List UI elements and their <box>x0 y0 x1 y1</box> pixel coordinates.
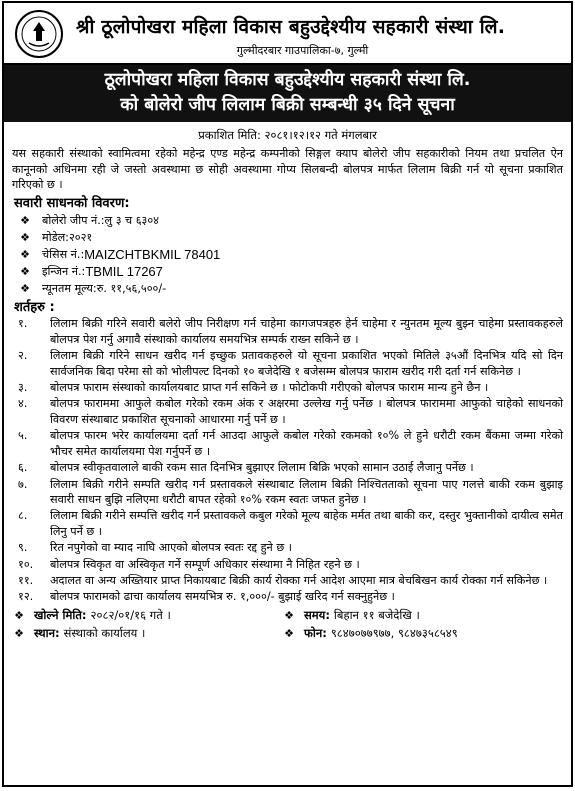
term-number: ६. <box>18 461 28 475</box>
diamond-bullet-icon: ❖ <box>14 627 24 641</box>
term-text: लिलाम बिक्री गरिने सवारी बलेरो जीप निरीक्षण गर्न चाहेमा कागजपत्रहरु हेर्न चाहेमा र न्युनतम मूल्य बुझ्न चाहेमा प्रस्तावकहरुले बोलपत्र पेश गर्नु अगावै संस्थाको कार्यालय समयभित्र सम्पर्क राख्न सकिने छ । <box>50 317 563 346</box>
diamond-bullet-icon: ❖ <box>14 608 24 622</box>
term-number: १०. <box>18 557 34 571</box>
vehicle-details-list <box>12 212 563 297</box>
diamond-bullet-icon: ❖ <box>20 247 30 261</box>
notice-title-banner <box>4 65 571 122</box>
phone-label: फोन: <box>304 626 327 641</box>
term-text: बोलपत्र फाराम संस्थाको कार्यालयबाट प्राप्त गर्न सकिने छ । फोटोकपी गरीएको बोलपत्र फाराम मान्य हुने छैन । <box>50 381 489 395</box>
term-text: रित नपुगेको वा म्याद नाघि आएको बोलपत्र स्वतः रद्द हुने छ । <box>50 541 292 555</box>
open-date <box>12 608 282 623</box>
term-item <box>12 428 563 459</box>
vehicle-detail-label: मोडेल: <box>42 230 69 244</box>
term-item <box>12 396 563 427</box>
diamond-bullet-icon: ❖ <box>20 230 30 244</box>
intro-paragraph: यस सहकारी संस्थाको स्वामित्वमा रहेको महेन्द्र एण्ड महेन्द्र कम्पनीको सिङ्गल क्याप बोलेरो जीप सहकारीको नियम तथा प्रचलित ऐन कानूनको अधिनमा रही जे जस्तो अवस्थामा छ सोही अवस्थामा गोप्य सिलबन्दी बोलपत्र मार्फत लिलाम बिक्री गर्न यो सूचना प्रकाशित गरिएको छ । <box>12 147 563 192</box>
vehicle-detail-item <box>18 229 563 246</box>
term-number: ९. <box>18 541 28 555</box>
diamond-bullet-icon: ❖ <box>20 281 30 295</box>
vehicle-detail-item <box>18 212 563 229</box>
term-item <box>12 557 563 572</box>
time-label: समय: <box>304 607 330 622</box>
term-text: लिलाम बिक्री गरीने सम्पति खरीद गर्न प्रस्तावकले संस्थाबाट लिलाम बिक्री निश्चितताको सूचना पाए गलत्ते बाकी रकम बुझाइ सवारी साधन बुझि नलिएमा धरौटी बापत रहेको १०% रकम स्वतः जफत हुनेछ । <box>50 477 563 506</box>
vehicle-detail-label: न्यूनतम मूल्य: <box>42 281 97 295</box>
header <box>4 3 571 65</box>
venue <box>12 626 282 641</box>
vehicle-detail-value: रु. ११,५६,५००/- <box>96 281 167 295</box>
vehicle-detail-value: लु ३ च ६३०४ <box>104 213 159 227</box>
term-item <box>12 477 563 508</box>
term-item <box>12 380 563 395</box>
term-text: लिलाम बिक्री गरीने सम्पत्ति खरीद गर्न प्रस्तावकले कबुल गरेको मूल्य बाहेक मर्मत तथा बाकी कर, दस्तुर भुक्तानीको दायीत्व समेत लिनु पर्ने छ । <box>50 509 563 538</box>
term-number: ३. <box>18 381 28 395</box>
notice-title-line2: को बोलेरो जीप लिलाम बिक्री सम्बन्धी ३५ दिने सूचना <box>120 95 455 115</box>
term-number: ५. <box>18 429 28 443</box>
term-item <box>12 316 563 347</box>
footer-details <box>12 608 563 642</box>
term-number: १२. <box>18 590 34 604</box>
term-text: बोलपत्र फारम भरेर कार्यालयमा दर्ता गर्न आउदा आफुले कबोल गरेको रकमको १०% ले हुने धरौटी रकम बैंकमा जम्मा गरेको भौचर समेत कार्यालयमा पेश गर्नुपर्ने छ । <box>50 429 563 458</box>
contact-phone <box>282 626 563 641</box>
phone-value: ९८४७०७७९७७, ९८४७३५८५४९ <box>330 626 458 641</box>
term-item <box>12 508 563 539</box>
term-item <box>12 589 563 604</box>
notice-page <box>2 1 573 787</box>
vehicle-detail-value: २०२१ <box>68 230 93 244</box>
term-item <box>12 460 563 475</box>
vehicle-detail-item <box>18 263 563 280</box>
notice-body <box>4 122 571 642</box>
term-text: बोलपत्र फारामको ढाचा कार्यालय समयभित्र रु. १,०००/- बुझाई खरिद गर्न सक्नुहुनेछ । <box>50 590 395 604</box>
open-date-value: २०८२/०१/१६ गते । <box>90 607 171 622</box>
term-text: बोलपत्र स्वीकृतवालाले बाकी रकम सात दिनभित्र बुझाएर लिलाम बिक्रि भएको सामान उठाई लैजानु पर्नेछ । <box>50 461 474 475</box>
term-number: ८. <box>18 509 28 523</box>
term-number: ७. <box>18 477 28 491</box>
term-text: बोलपत्र फाराममा आफुले कबोल गरेको रकम अंक र अक्षरमा उल्लेख गर्नु पर्नेछ । बोलपत्र फाराममा आफुको चाहेको साधनको विवरण संस्थाबाट प्रकाशित सूचनाको आधारमा गर्नु पर्ने छ । <box>50 397 563 426</box>
vehicle-detail-label: चेसिस नं.: <box>42 247 85 261</box>
term-number: ११. <box>18 573 34 587</box>
diamond-bullet-icon: ❖ <box>20 213 30 227</box>
diamond-bullet-icon: ❖ <box>284 627 294 641</box>
term-number: १. <box>18 317 28 331</box>
term-item <box>12 573 563 588</box>
vehicle-detail-value: TBMIL 17267 <box>85 263 163 279</box>
vehicle-section-title: सवारी साधनको विवरण: <box>14 195 130 211</box>
terms-section-title: शर्तहरु : <box>14 300 55 316</box>
terms-list <box>12 316 563 604</box>
place-label: स्थान: <box>34 626 60 641</box>
place-value: संस्थाको कार्यालय । <box>63 626 146 641</box>
term-item <box>12 348 563 379</box>
term-text: अदालत वा अन्य अख्तियार प्राप्त निकायबाट बिक्री कार्य रोक्का गर्न आदेश आएमा मात्र बेचबिखन कार्य रोक्का गर्न सकिनेछ । <box>50 573 548 587</box>
vehicle-detail-label: बोलेरो जीप नं.: <box>42 213 105 227</box>
org-name: श्री ठूलोपोखरा महिला विकास बहुउद्देश्यीय सहकारी संस्था लि. <box>76 16 506 38</box>
term-number: २. <box>18 349 28 363</box>
vehicle-detail-item <box>18 246 563 263</box>
org-address: गुल्मीदरबार गाउपालिका-७, गुल्मी <box>236 44 369 57</box>
published-date: प्रकाशित मिति: २०८१।१२।१२ गते मंगलबार <box>198 128 377 142</box>
term-text: लिलाम बिक्री गरिने साधन खरीद गर्न इच्छुक प्रतावकहरुले यो सूचना प्रकाशित भएको मितिले ३५औं दिनभित्र यदि सो दिन सार्वजनिक बिदा परेमा सो को भोलीपल्ट दिनको १० बजेदेखि १ बजेसम्म बोलपत्र फाराम खरीद गरी दर्ता गर्न सकिनेछ । <box>50 349 563 378</box>
vehicle-detail-label: इन्जिन नं.: <box>42 264 86 278</box>
vehicle-detail-value: MAIZCHTBKMIL 78401 <box>84 246 221 262</box>
open-date-label: खोल्ने मिति: <box>34 607 87 622</box>
term-item <box>12 540 563 555</box>
term-text: बोलपत्र स्विकृत वा अस्विकृत गर्ने सम्पूर्ण अधिकार संस्थामा नै निहित रहने छ । <box>50 557 360 571</box>
time-value: बिहान ११ बजेदेखि । <box>333 607 420 622</box>
term-number: ४. <box>18 397 28 411</box>
open-time <box>282 608 563 623</box>
diamond-bullet-icon: ❖ <box>20 264 30 278</box>
vehicle-detail-item <box>18 280 563 297</box>
diamond-bullet-icon: ❖ <box>284 608 294 622</box>
notice-title-line1: ठूलोपोखरा महिला विकास बहुउद्देश्यीय सहकारी संस्था लि. <box>104 70 471 90</box>
